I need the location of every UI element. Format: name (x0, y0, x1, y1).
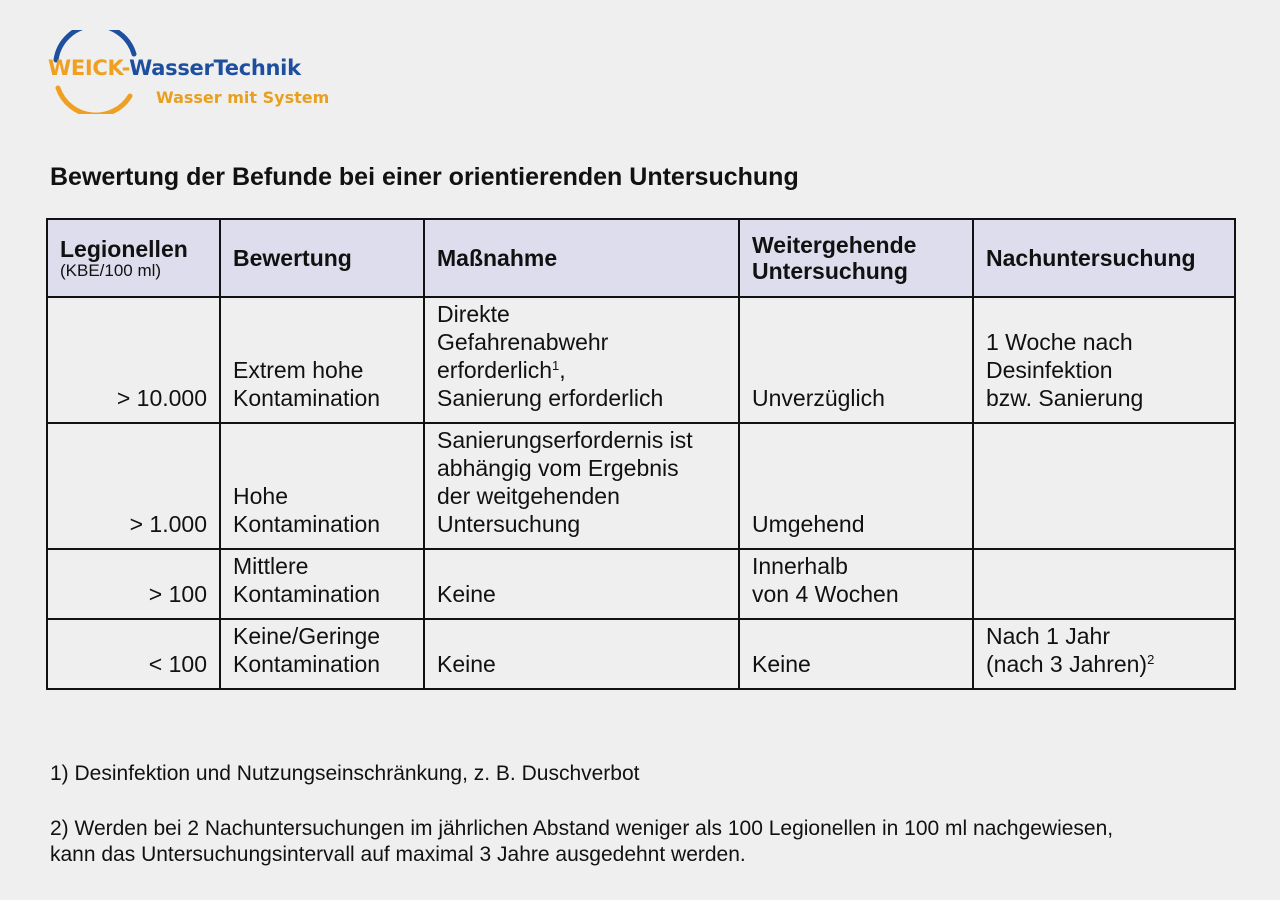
cell-nachuntersuchung: 1 Woche nach Desinfektion bzw. Sanierung (973, 297, 1235, 423)
header-bewertung: Bewertung (220, 219, 424, 297)
cell-legionellen: > 100 (47, 549, 220, 619)
table-header-row (47, 219, 1235, 297)
cell-nachuntersuchung (973, 619, 1235, 689)
cell-nachuntersuchung (973, 423, 1235, 549)
footnote-ref-1: 1 (552, 358, 560, 373)
cell-massnahme: Keine (424, 549, 739, 619)
header-weitergehende (739, 219, 973, 297)
logo-brand-text (48, 56, 301, 80)
assessment-table (46, 218, 1236, 690)
cell-bewertung: Extrem hohe Kontamination (220, 297, 424, 423)
header-legionellen-label: Legionellen (60, 236, 188, 262)
cell-weitergehende: Keine (739, 619, 973, 689)
cell-weitergehende: Umgehend (739, 423, 973, 549)
table-row (47, 619, 1235, 689)
cell-bewertung: Keine/Geringe Kontamination (220, 619, 424, 689)
cell-bewertung: Mittlere Kontamination (220, 549, 424, 619)
cell-massnahme: Sanierungserfordernis ist abhängig vom Ergebnis der weitgehenden Untersuchung (424, 423, 739, 549)
cell-weitergehende: Unverzüglich (739, 297, 973, 423)
cell-weitergehende: Innerhalb von 4 Wochen (739, 549, 973, 619)
footnote-1: 1) Desinfektion und Nutzungseinschränkung, z. B. Duschverbot (50, 762, 640, 785)
cell-nachuntersuchung (973, 549, 1235, 619)
header-legionellen-unit: (KBE/100 ml) (60, 261, 162, 280)
cell-legionellen: > 1.000 (47, 423, 220, 549)
page-title: Bewertung der Befunde bei einer orientierenden Untersuchung (50, 163, 799, 191)
header-weitergehende-label: Weitergehende Untersuchung (752, 232, 917, 284)
cell-massnahme-text-a: Direkte Gefahrenabwehr erforderlich (437, 301, 609, 383)
cell-bewertung: Hohe Kontamination (220, 423, 424, 549)
header-nachuntersuchung: Nachuntersuchung (973, 219, 1235, 297)
table-row (47, 423, 1235, 549)
cell-massnahme-text-b: , Sanierung erforderlich (437, 357, 664, 411)
table-row (47, 549, 1235, 619)
cell-legionellen: < 100 (47, 619, 220, 689)
table-row (47, 297, 1235, 423)
cell-massnahme: Keine (424, 619, 739, 689)
logo-brand-wassertechnik: WasserTechnik (129, 56, 301, 80)
cell-nachuntersuchung-text: Nach 1 Jahr (nach 3 Jahren) (986, 623, 1148, 677)
logo-tagline: Wasser mit System (156, 88, 330, 107)
header-massnahme: Maßnahme (424, 219, 739, 297)
company-logo (44, 30, 374, 114)
cell-legionellen: > 10.000 (47, 297, 220, 423)
footnote-2: 2) Werden bei 2 Nachuntersuchungen im jährlichen Abstand weniger als 100 Legionellen in 100 ml nachgewiesen, kann das Untersuchungsintervall auf maximal 3 Jahre ausgedehnt werden. (50, 817, 1114, 866)
footnote-ref-2: 2 (1147, 652, 1155, 667)
logo-brand-weick: WEICK- (48, 56, 130, 80)
cell-massnahme (424, 297, 739, 423)
header-legionellen (47, 219, 220, 297)
